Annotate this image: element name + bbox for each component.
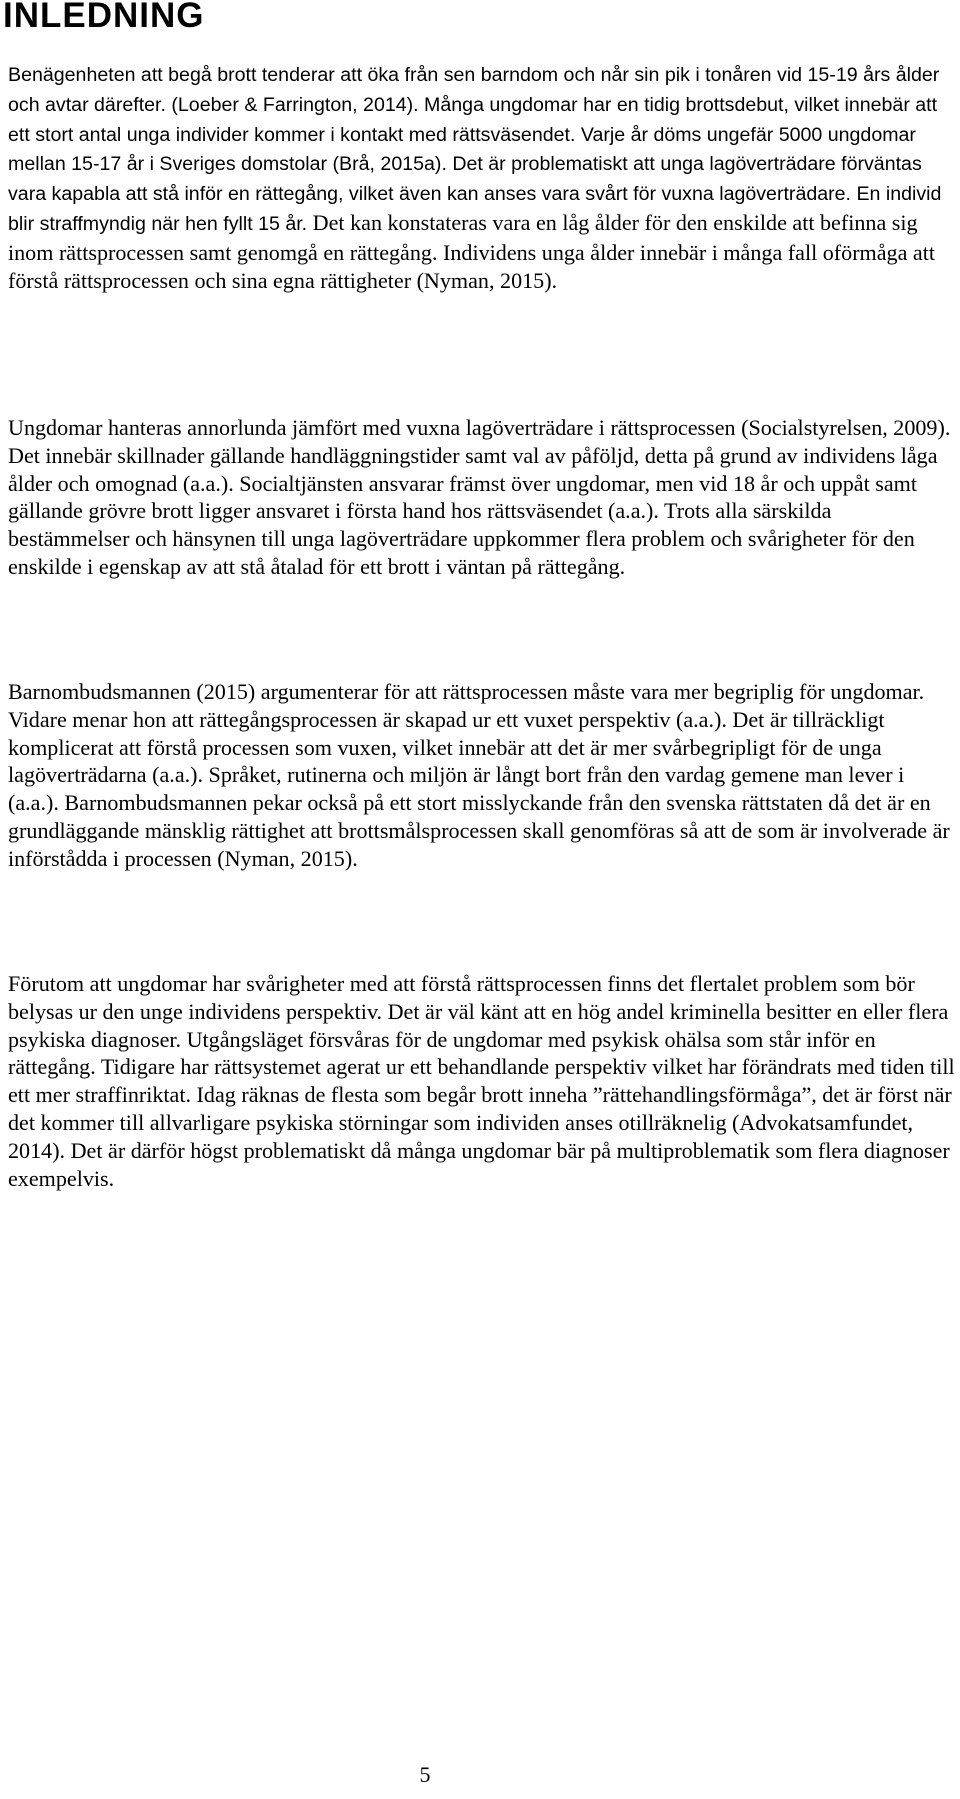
paragraph-2 — [8, 414, 958, 581]
paragraph-4-text: Förutom att ungdomar har svårigheter med att förstå rättsprocessen finns det flertalet problem som bör belysas ur den unge individens perspektiv. Det är väl känt att en hög andel kriminella besitter en eller flera psykiska diagnoser. Utgångsläget försvåras för de ungdomar med psykisk ohälsa som står inför en rättegång. Tidigare har rättsystemet agerat ur ett behandlande perspektiv vilket har förändrats med tiden till ett mer straffinriktat. Idag räknas de flesta som begår brott inneha ”rättehandlingsförmåga”, det är först när det kommer till allvarligare psykiska störningar som individen anses otillräknelig (Advokatsamfundet, 2014). Det är därför högst problematiskt då många ungdomar bär på multiproblematik som flera diagnoser exempelvis. — [8, 971, 955, 1191]
paragraph-1 — [8, 60, 958, 294]
paragraph-3 — [8, 678, 958, 873]
paragraph-1-serif-part: Det kan konstateras vara en låg ålder för den enskilde att befinna sig inom rättsprocessen samt genomgå en rättegång. Individens unga ålder innebär i många fall oförmåga att förstå rättsprocessen och sina egna rättigheter (Nyman, 2015). — [8, 209, 936, 293]
paragraph-3-text: Barnombudsmannen (2015) argumenterar för att rättsprocessen måste vara mer begriplig för ungdomar. Vidare menar hon att rättegångsprocessen är skapad ur ett vuxet perspektiv (a.a.). Det är tillräckligt komplicerat att förstå processen som vuxen, vilket innebär att det är mer svårbegripligt för de unga lagöverträdarna (a.a.). Språket, rutinerna och miljön är långt bort från den vardag gemene man lever i (a.a.). Barnombudsmannen pekar också på ett stort misslyckande från den svenska rättstaten då det är en grundläggande mänsklig rättighet att brottsmålsprocessen skall genomföras så att de som är involverade är införstådda i processen (Nyman, 2015). — [8, 679, 950, 871]
paragraph-2-text: Ungdomar hanteras annorlunda jämfört med vuxna lagöverträdare i rättsprocessen (Socialstyrelsen, 2009). Det innebär skillnader gällande handläggningstider samt val av påföljd, detta på grund av individens låga ålder och omognad (a.a.). Socialtjänsten ansvarar främst över ungdomar, men vid 18 år och uppåt samt gällande grövre brott ligger ansvaret i första hand hos rättsväsendet (a.a.). Trots alla särskilda bestämmelser och hänsynen till unga lagöverträdare uppkommer flera problem och svårigheter för den enskilde i egenskap av att stå åtalad för ett brott i väntan på rättegång. — [8, 415, 951, 579]
paragraph-1-sans-part: Benägenheten att begå brott tenderar att öka från sen barndom och når sin pik i tonåren vid 15-19 års ålder och avtar därefter. (Loeber & Farrington, 2014). Många ungdomar har en tidig brottsdebut, vilket innebär att ett stort antal unga individer kommer i kontakt med rättsväsendet. Varje år döms ungefär 5000 ungdomar mellan 15-17 år i Sveriges domstolar (Brå, 2015a). Det är problematiskt att unga lagöverträdare förväntas vara kapabla att stå inför en rättegång, vilket även kan anses vara svårt för vuxna lagöverträdare. En individ blir straffmyndig när hen fyllt 15 år. — [8, 64, 942, 235]
page-number: 5 — [419, 1762, 431, 1787]
paragraph-4 — [8, 970, 958, 1192]
section-heading: INLEDNING — [3, 0, 205, 35]
